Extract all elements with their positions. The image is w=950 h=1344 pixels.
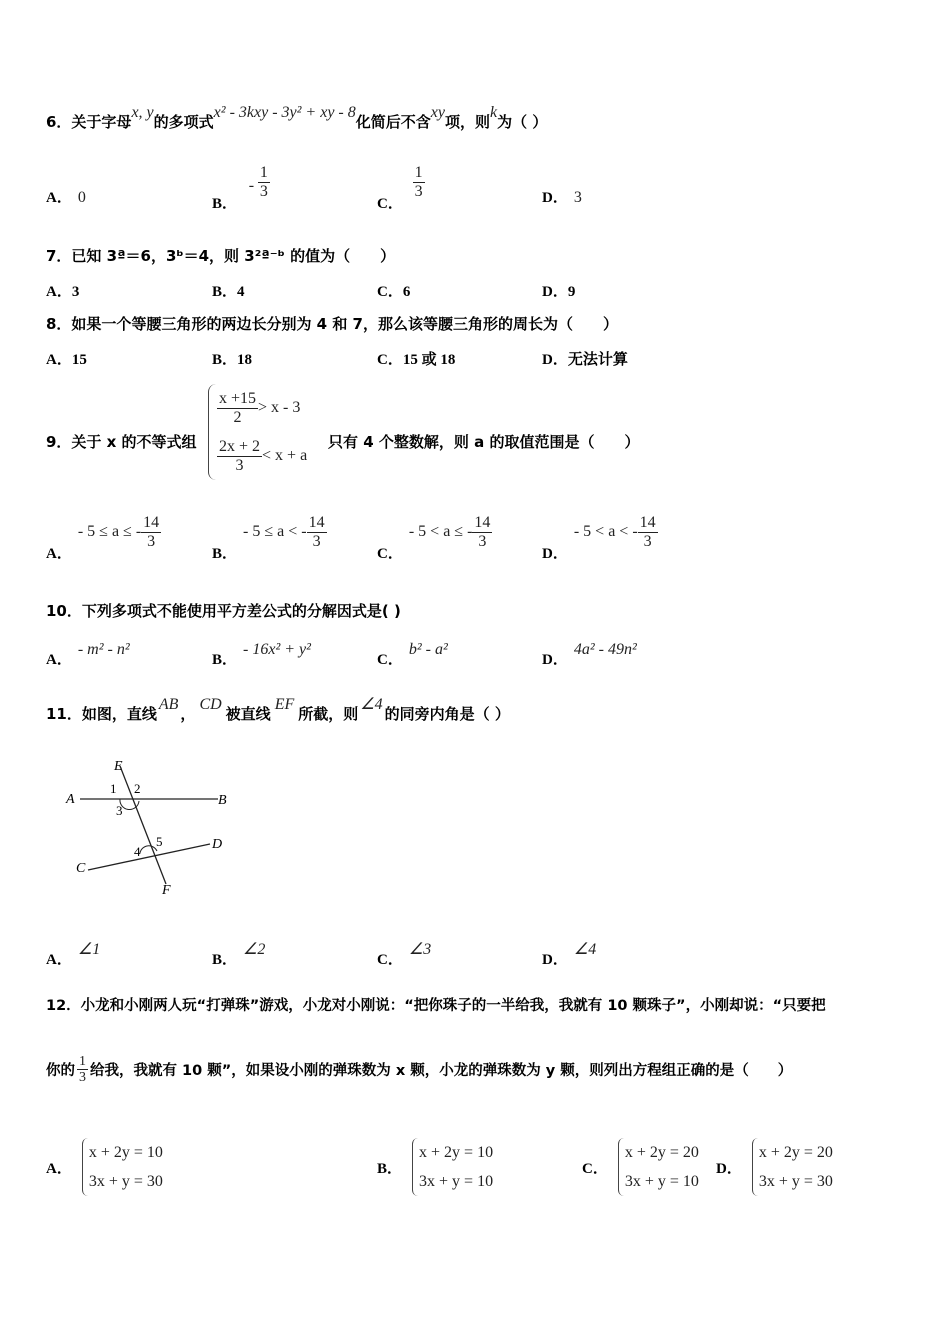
q7-stem: 7．已知 3ª＝6，3ᵇ＝4，则 3²ª⁻ᵇ 的值为（ ） [46, 247, 396, 265]
equation-system: x + 2y = 10 3x + y = 30 [82, 1138, 163, 1196]
label-D: D [212, 837, 223, 852]
q9-option-c[interactable]: C．- 5 < a ≤ - $\frac{14}{3}$ [377, 514, 491, 562]
q9-inequality-system [208, 384, 307, 480]
q12-option-c[interactable]: C． x + 2y = 20 3x + y = 10 [582, 1138, 699, 1196]
angle-arc-2 [140, 846, 157, 853]
q10-option-a[interactable]: A．- m² - n² [46, 641, 130, 668]
q10-option-d[interactable]: D．4a² - 49n² [542, 641, 637, 668]
q6-option-d[interactable]: D． 3 [542, 189, 582, 206]
q8-stem: 8．如果一个等腰三角形的两边长分别为 4 和 7，那么该等腰三角形的周长为（ ） [46, 315, 618, 333]
q8-option-d[interactable]: D．无法计算 [542, 352, 628, 368]
fraction: $\frac{1}{3}$ [414, 164, 423, 200]
label-angle-3: 3 [116, 803, 123, 818]
q6-option-b[interactable]: B． - $\frac{1}{3}$ [212, 164, 268, 212]
label-angle-1: 1 [110, 781, 117, 796]
equation-system: x + 2y = 10 3x + y = 10 [412, 1138, 493, 1196]
q12-option-a[interactable]: A． x + 2y = 10 3x + y = 30 [46, 1138, 163, 1196]
q7-option-d[interactable]: D．9 [542, 284, 576, 300]
q9-inequality-2: $\frac{2x + 2}{3}$ < x + a [219, 437, 308, 474]
q6-option-c[interactable]: C． $\frac{1}{3}$ [377, 164, 423, 212]
q11-option-a[interactable]: A．∠1 [46, 941, 101, 968]
q12-stem-line2: 你的 $\frac{1}{3}$ 给我，我就有 10 颗”，如果设小刚的弹珠数为 x 颗，小龙的弹珠数为 y 颗，则列出方程组正确的是（ ） [46, 1054, 793, 1086]
equation-system: x + 2y = 20 3x + y = 10 [618, 1138, 699, 1196]
q6-stem: 6．关于字母x, y的多项式x² - 3kxy - 3y² + xy - 8化简后不含xy项，则k为（ ） [46, 104, 548, 131]
label-B: B [218, 793, 227, 808]
q9-option-d[interactable]: D．- 5 < a < - $\frac{14}{3}$ [542, 514, 656, 562]
q9-option-b[interactable]: B．- 5 ≤ a < - $\frac{14}{3}$ [212, 514, 325, 562]
q8-option-a[interactable]: A．15 [46, 352, 87, 368]
q7-option-a[interactable]: A．3 [46, 284, 80, 300]
q6-option-a[interactable]: A． 0 [46, 189, 86, 206]
fraction: $\frac{x +15}{2}$ [219, 389, 257, 426]
q11-option-b[interactable]: B．∠2 [212, 941, 266, 968]
line-ef [120, 766, 166, 884]
q9-inequality-1: $\frac{x +15}{2}$ > x - 3 [219, 389, 301, 426]
q9-stem-suffix: 只有 4 个整数解，则 a 的取值范围是（ ） [328, 433, 640, 451]
fraction: $\frac{1}{3}$ [259, 164, 268, 200]
q8-option-c[interactable]: C．15 或 18 [377, 352, 456, 368]
q11-stem: 11．如图，直线AB，CD被直线EF所截，则∠4的同旁内角是（ ） [46, 696, 510, 723]
fraction: $\frac{14}{3}$ [308, 514, 325, 550]
fraction: $\frac{14}{3}$ [474, 514, 491, 550]
q10-stem: 10．下列多项式不能使用平方差公式的分解因式是( ) [46, 602, 401, 620]
fraction: $\frac{14}{3}$ [639, 514, 656, 550]
label-F: F [162, 883, 171, 898]
fraction: $\frac{2x + 2}{3}$ [219, 437, 261, 474]
fraction: $\frac{14}{3}$ [143, 514, 160, 550]
q12-stem-line1: 12．小龙和小刚两人玩“打弹珠”游戏，小龙对小刚说：“把你珠子的一半给我，我就有 10 颗珠子”，小刚却说：“只要把 [46, 998, 826, 1014]
label-angle-5: 5 [156, 834, 163, 849]
q10-option-b[interactable]: B．- 16x² + y² [212, 641, 311, 668]
fraction: $\frac{1}{3}$ [79, 1054, 86, 1086]
equation-system: x + 2y = 20 3x + y = 30 [752, 1138, 833, 1196]
q11-option-c[interactable]: C．∠3 [377, 941, 432, 968]
q9-stem-prefix: 9．关于 x 的不等式组 [46, 433, 197, 451]
label-E: E [114, 759, 123, 774]
line-cd [88, 844, 210, 870]
label-angle-4: 4 [134, 844, 141, 859]
q8-option-b[interactable]: B．18 [212, 352, 253, 368]
label-angle-2: 2 [134, 781, 141, 796]
q12-option-d[interactable]: D． x + 2y = 20 3x + y = 30 [716, 1138, 833, 1196]
q11-option-d[interactable]: D．∠4 [542, 941, 597, 968]
q7-option-b[interactable]: B．4 [212, 284, 245, 300]
q11-figure [60, 752, 240, 902]
q9-option-a[interactable]: A．- 5 ≤ a ≤ - $\frac{14}{3}$ [46, 514, 160, 562]
q10-option-c[interactable]: C．b² - a² [377, 641, 448, 668]
q7-option-c[interactable]: C．6 [377, 284, 411, 300]
q12-option-b[interactable]: B． x + 2y = 10 3x + y = 10 [377, 1138, 493, 1196]
label-A: A [66, 792, 75, 807]
label-C: C [76, 861, 86, 876]
